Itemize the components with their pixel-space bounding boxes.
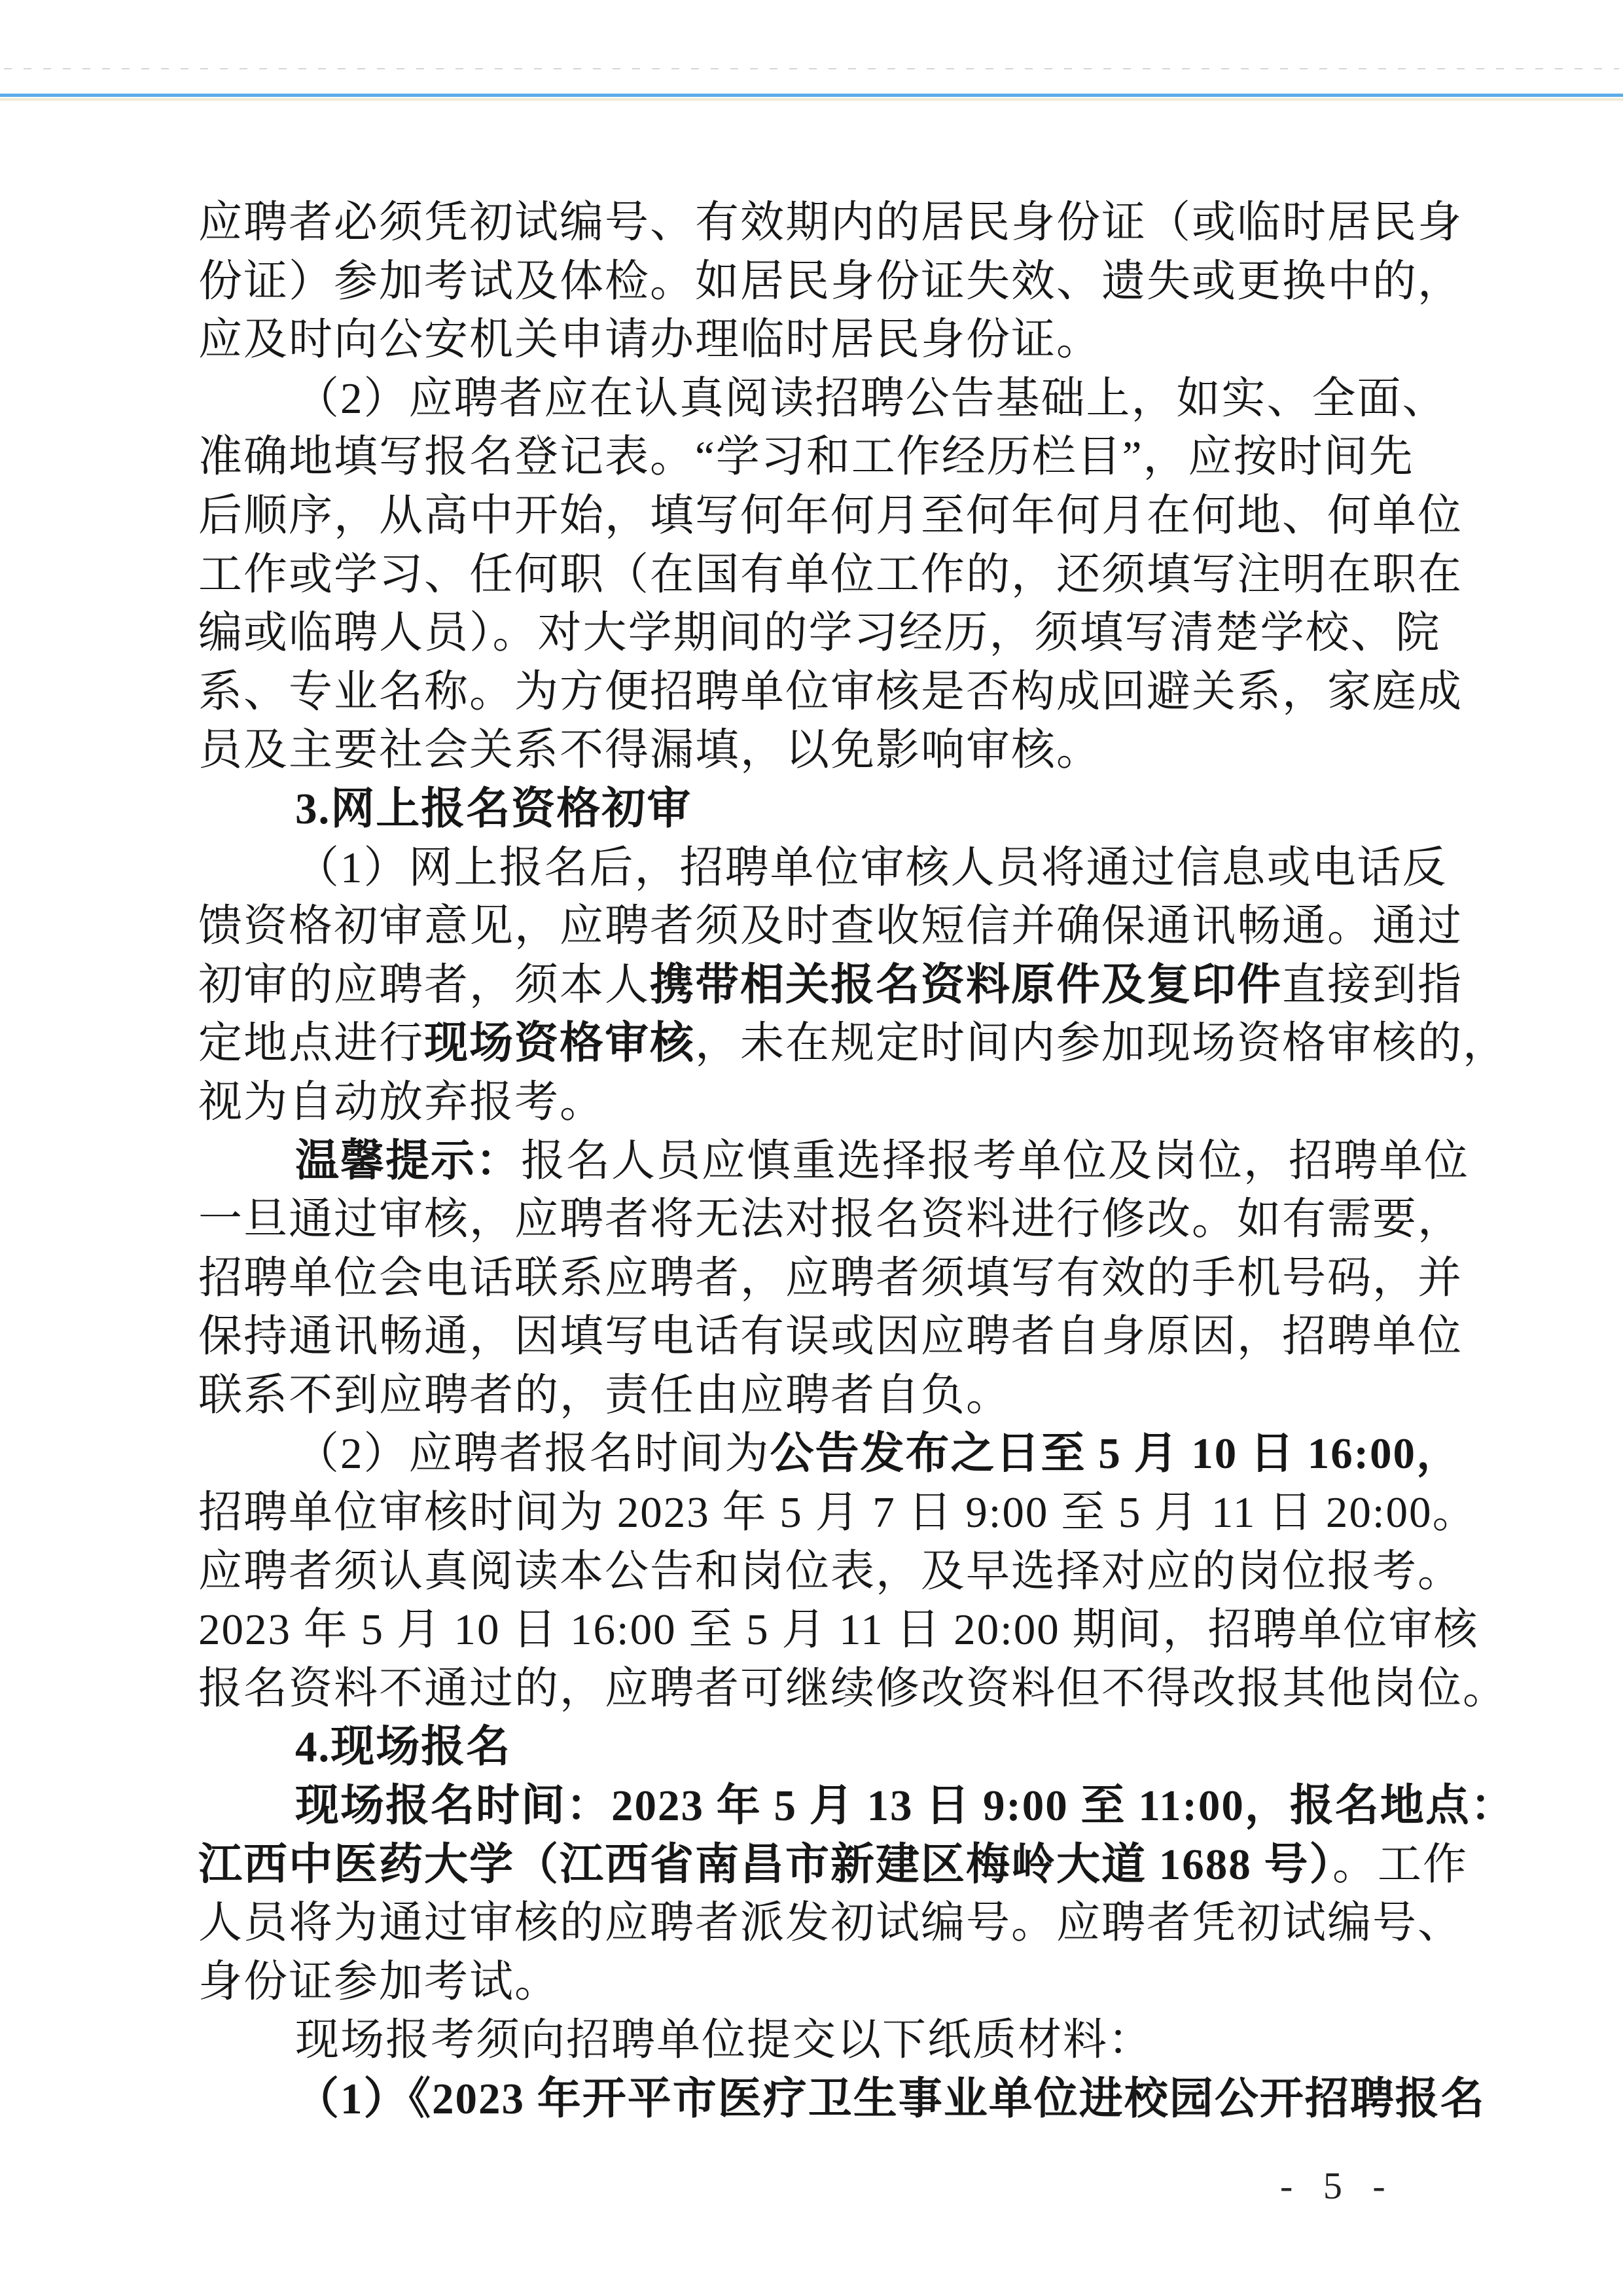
text-run: 初审的应聘者，须本人	[198, 960, 650, 1009]
text-line	[198, 1014, 1508, 1073]
text-line	[198, 253, 1463, 312]
text-run: 馈资格初审意见，应聘者须及时查收短信并确保通讯畅通。通过	[198, 902, 1463, 951]
text-run: 身份证参加考试。	[198, 1957, 560, 2006]
text-line	[198, 1543, 1463, 1602]
text-line	[198, 1777, 1516, 1836]
text-run: 招聘单位会电话联系应聘者，应聘者须填写有效的手机号码，并	[198, 1253, 1463, 1302]
text-line	[198, 1425, 1462, 1484]
header-rule-cream	[0, 98, 1623, 101]
text-line	[198, 839, 1448, 898]
text-line	[198, 1660, 1508, 1719]
text-run: 2023 年 5 月 10 日 16:00 至 5 月 11 日 20:00 期间，招聘单位审核	[198, 1605, 1479, 1655]
text-run: 报名人员应慎重选择报考单位及岗位，招聘单位	[521, 1136, 1469, 1185]
text-line	[198, 194, 1463, 253]
text-run: 。工作	[1332, 1840, 1468, 1889]
text-run: 视为自动放弃报考。	[198, 1077, 605, 1126]
bold-text-run: 3.网上报名资格初审	[295, 784, 692, 833]
text-line	[198, 546, 1463, 605]
text-run: 应聘者须认真阅读本公告和岗位表，及早选择对应的岗位报考。	[198, 1547, 1463, 1596]
text-run: 保持通讯畅通，因填写电话有误或因应聘者自身原因，招聘单位	[198, 1312, 1463, 1361]
text-line	[198, 1367, 1429, 1426]
text-run: 系、专业名称。为方便招聘单位审核是否构成回避关系，家庭成	[198, 667, 1463, 716]
text-line	[198, 487, 1463, 546]
text-run: 后顺序，从高中开始，填写何年何月至何年何月在何地、何单位	[198, 491, 1463, 540]
text-run: 定地点进行	[198, 1019, 424, 1068]
text-run: 一旦通过审核，应聘者将无法对报名资料进行修改。如有需要，	[198, 1195, 1463, 1244]
page-number: - 5 -	[1280, 2164, 1396, 2207]
text-run: 报名资料不通过的，应聘者可继续修改资料但不得改报其他岗位。	[198, 1664, 1508, 1713]
scan-smudge-line	[4, 68, 1619, 69]
text-line	[198, 956, 1463, 1015]
text-line	[198, 1073, 1429, 1132]
text-line	[198, 1484, 1478, 1543]
text-run: 员及主要社会关系不得漏填，以免影响审核。	[198, 726, 1101, 775]
text-run: 应聘者必须凭初试编号、有效期内的居民身份证（或临时居民身	[198, 198, 1463, 247]
text-run: 份证）参加考试及体检。如居民身份证失效、遗失或更换中的，	[198, 257, 1463, 306]
text-line	[198, 780, 1429, 839]
text-block	[198, 194, 1516, 2129]
text-run: ，未在规定时间内参加现场资格审核的，	[695, 1019, 1508, 1068]
text-line	[198, 2070, 1486, 2129]
bold-text-run: 公告发布之日至 5 月 10 日 16:00，	[770, 1429, 1462, 1479]
bold-text-run: 江西中医药大学（江西省南昌市新建区梅岭大道 1688 号）	[198, 1840, 1332, 1889]
text-run: （2）应聘者报名时间为	[295, 1429, 770, 1479]
text-line	[198, 1132, 1469, 1191]
text-run: （2）应聘者应在认真阅读招聘公告基础上，如实、全面、	[295, 374, 1448, 423]
text-run: （1）网上报名后，招聘单位审核人员将通过信息或电话反	[295, 843, 1448, 892]
bold-text-run: 温馨提示：	[295, 1136, 521, 1185]
header-rule-blue	[0, 94, 1623, 97]
text-line	[198, 428, 1429, 487]
bold-text-run: （1）《2023 年开平市医疗卫生事业单位进校园公开招聘报名	[295, 2075, 1486, 2123]
text-line	[198, 721, 1429, 780]
text-line	[198, 663, 1463, 722]
text-line	[198, 1953, 1429, 2012]
text-line	[198, 1249, 1463, 1308]
text-line	[198, 897, 1463, 956]
text-line	[198, 1308, 1463, 1367]
text-line	[198, 1191, 1463, 1249]
text-line	[198, 1836, 1468, 1895]
text-line	[198, 2011, 1429, 2070]
text-run: 直接到指	[1282, 960, 1463, 1009]
text-line	[198, 1718, 1429, 1777]
bold-text-run: 4.现场报名	[295, 1723, 512, 1772]
bold-text-run: 携带相关报名资料原件及复印件	[650, 960, 1282, 1009]
text-line	[198, 311, 1429, 370]
text-run: 工作或学习、任何职（在国有单位工作的，还须填写注明在职在	[198, 550, 1463, 599]
text-line	[198, 1601, 1479, 1660]
text-run: 编或临聘人员）。对大学期间的学习经历，须填写清楚学校、院	[198, 609, 1441, 658]
text-run: 现场报考须向招聘单位提交以下纸质材料：	[295, 2016, 1153, 2065]
text-line	[198, 370, 1448, 429]
bold-text-run: 现场资格审核	[424, 1019, 695, 1068]
text-line	[198, 604, 1441, 663]
text-run: 联系不到应聘者的，责任由应聘者自负。	[198, 1371, 1011, 1420]
text-line	[198, 1894, 1463, 1953]
bold-text-run: 现场报名时间：2023 年 5 月 13 日 9:00 至 11:00，报名地点：	[295, 1782, 1516, 1831]
text-run: 招聘单位审核时间为 2023 年 5 月 7 日 9:00 至 5 月 11 日 20:00。	[198, 1488, 1478, 1537]
text-run: 人员将为通过审核的应聘者派发初试编号。应聘者凭初试编号、	[198, 1899, 1463, 1948]
text-run: 准确地填写报名登记表。“学习和工作经历栏目”，应按时间先	[198, 433, 1414, 482]
text-run: 应及时向公安机关申请办理临时居民身份证。	[198, 315, 1101, 365]
